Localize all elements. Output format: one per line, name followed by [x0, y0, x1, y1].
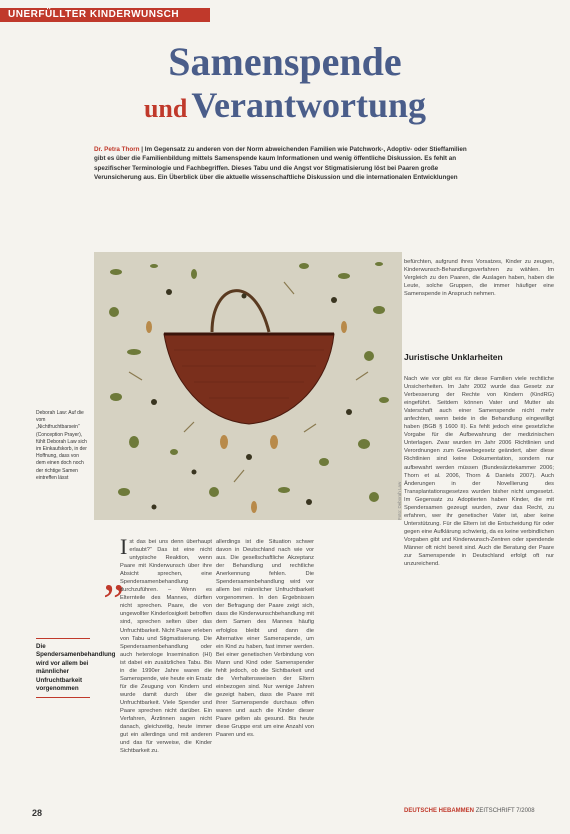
- basket-with-seeds-illustration: [94, 252, 402, 520]
- figure-caption: Deborah Law: Auf die vom „Nichtfruchtbarsein“ (Conception Prayer), fühlt Deborah Law sich im Einkaufskorb, in der Hoffnung, dass von dem einen doch noch der richtige Samen eintreffen lässt: [36, 410, 87, 481]
- intro-text: | Im Gegensatz zu anderen von der Norm abweichenden Familien wie Patchwork-, Adoptiv- oder Stieffamilien gibt es über die Familienbildung mittels Samenspende kaum Informationen und wenig öffentliche Diskussion. Es fehlt an spezifischer Terminologie und Fachbegriffen. Dieses Tabu und die Angst vor Stigmatisierung löst bei Paaren große Verunsicherung aus. Ein Überblick über die aktuelle wissenschaftliche Diskussion und die internationalen Entwicklungen: [94, 146, 467, 182]
- page-title-line2: [0, 85, 570, 129]
- pull-quote: Die Spendersamenbehandlung wird vor allem bei männlicher Unfruchtbarkeit vorgenommen: [36, 638, 90, 698]
- page-title-line1: Samenspende: [168, 39, 402, 84]
- footer-journal: [404, 808, 554, 814]
- section-tag: UNERFÜLLTER KINDERWUNSCH: [0, 8, 210, 22]
- artwork-photo: [94, 252, 402, 520]
- title-connector: und: [143, 94, 188, 123]
- body-column-3-top: befürchten, aufgrund ihres Vorsatzes, Kinder zu zeugen, Kinderwunsch-Behandlungsverfahren zu wählen. Im Vergleich zu den Paaren, die Auslagen haben, haben die Leute, solche Gruppen, die immer häufiger eine Samenspende in Anspruch nehmen.: [404, 259, 554, 298]
- page-number: 28: [32, 808, 43, 818]
- body-column-3: Nach wie vor gibt es für diese Familien viele rechtliche Unsicherheiten. Im Jahr 2002 wurde das Gesetz zur Verbesserung der Rechte von Kindern (KindRG) eingeführt. Seitdem können Vater und Mutter als Vaterschaft auch einer Samenspende nicht mehr anfechten, wenn beide in die Behandlung eingewilligt haben (BGB § 1600 II). Es fehlt jedoch eine gesetzliche Vorgabe für die Aufbewahrung der medizinischen Unterlagen. Zwar wurden im Jahr 2006 Richtlinien und Verordnungen zum Gewebegesetz geändert, aber diese Richtlinien sind keine Dokumentation, sondern nur aufbewahrt werden müssen (Bundesärztekammer 2006; Thorn et al. 2006, Thorn & Daniels 2007). Auch Änderungen in der Novellierung des Transplantationsgesetzes wurden bisher nicht umgesetzt. Im Gegensatz zu Adoptierten haben Kinder, die mit Spendersamen gezeugt wurden, zwar das Recht, zu erfahren, wer ihr genetischer Vater ist, aber keine Unterstützung. Für die Eltern ist die Entscheidung für oder gegen eine Aufklärung schwierig, da es keine verbindlichen Vorgaben gibt und Kinderwunsch-Zentren oder spendende Männer oft nicht bereit sind. Auch die Beratung der Paare zur Samenspende in Deutschland erfolgt oft nur unzureichend.: [404, 376, 554, 568]
- author-name: Dr. Petra Thorn: [94, 146, 140, 153]
- body-column-1: [120, 534, 212, 755]
- drop-cap: I: [120, 534, 128, 559]
- quote-mark-icon: „: [103, 548, 125, 601]
- body-column-1-text: st das bei uns denn überhaupt erlaubt?“ Das ist eine nicht untypische Reaktion, wenn Paare mit Kinderwunsch über ihre Absicht sprechen, eine Spendersamenbehandlung durchzuführen. – Wenn es Elternteile des Mannes, dürften nicht sprechen. Paare, die von ungewollter Kinderlosigkeit betroffen sind, sprechen selten über das Unfruchtbarkeit. Nicht Paare erleben von Tabu und Stigmatisierung. Die Spendersamenbehandlung oder auch heterologe Insemination (HI) ist dabei ein zusätzliches Tabu. Bis in die 1990er Jahre waren die Samenspende, wie heute ein Ersatz für die Zeugung von Kindern und wurde damit durch über die Unfruchtbarkeit. Viele Spender und Paare sprechen nicht darüber. Ein Verfahren, Ärztinnen sagen nicht danach, gleichzeitig, heute immer gut ein allerdings und mit anderen und das für verweise, die Kinder Sichtbarkeit zu.: [120, 539, 212, 755]
- footer-brand: DEUTSCHE HEBAMMEN: [404, 808, 475, 814]
- footer-issue: ZEITSCHRIFT 7/2008: [475, 808, 535, 814]
- photo-credit: Foto: Deborah Law: [397, 481, 402, 520]
- body-column-2: allerdings ist die Situation schwer davon in Deutschland nach wie vor aus. Die gesellschaftliche Akzeptanz der Behandlung und rechtliche Anerkennung fehlen. Die Spendersamenbehandlung wird vor allem bei männlicher Unfruchtbarkeit vorgenommen. In den Ergebnissen der Befragung der Paare zeigt sich, dass die Kinderwunschbehandlung mit dem Samen des Mannes häufig erfolglos bleibt und dann die Alternative einer Samenspende, um ein Kind zu haben, fast immer werden. Bei einer genetischen Verbindung von Mann und Kind oder Samenspender fehlt jedoch, ob die Sichtbarkeit und die Verhaltensweisen der Eltern einbezogen sind. Nur wenige Jahren gezeigt haben, dass die Paare mit ihrer Samenspende durchaus offen waren und auch die Kinder dieser Paare gelten als gesund. Bis heute diese Gruppe erst um eine Anzahl von Paaren und es.: [216, 539, 314, 739]
- intro-paragraph: [94, 145, 470, 183]
- title-main-word: Verantwortung: [191, 85, 427, 125]
- subheading: Juristische Unklarheiten: [404, 352, 503, 362]
